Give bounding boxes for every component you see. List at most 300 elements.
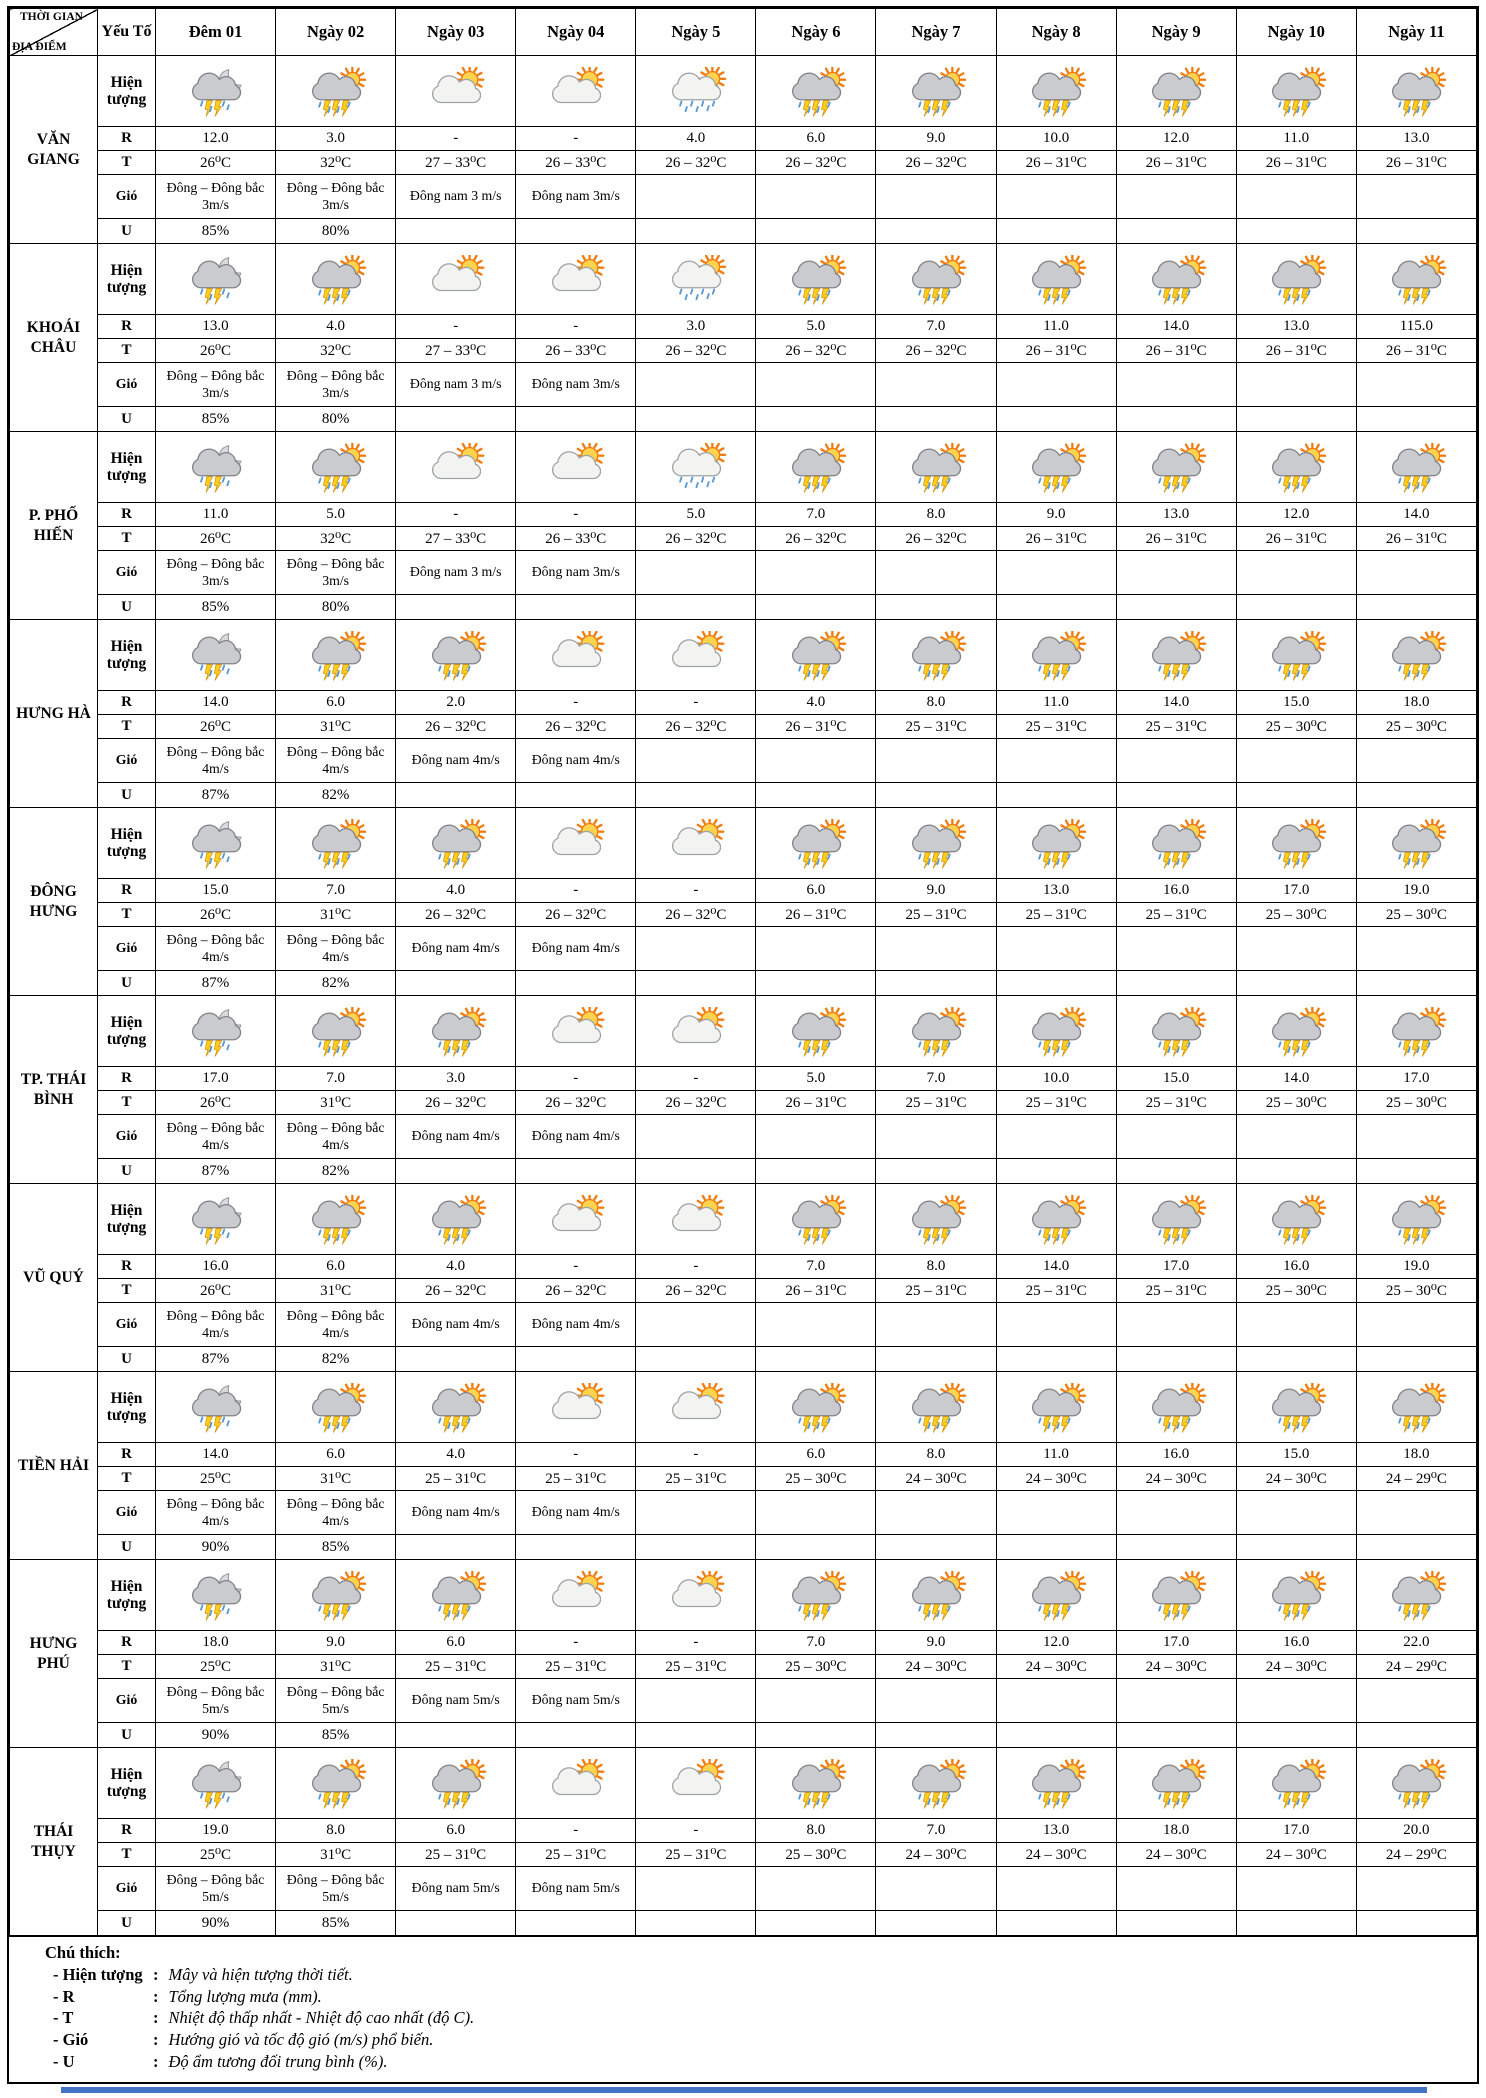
temp-label: T (98, 1091, 156, 1115)
rain-value: 8.0 (876, 691, 996, 715)
storm-sun-icon (1116, 808, 1236, 879)
legend (9, 1936, 1477, 2082)
rain-value: 4.0 (396, 1255, 516, 1279)
wind-value: Đông – Đông bắc 3m/s (276, 175, 396, 219)
sun-cloud-icon (396, 56, 516, 127)
humidity-value (1116, 1159, 1236, 1184)
temp-row (10, 1467, 1477, 1491)
storm-sun-icon (1236, 1372, 1356, 1443)
humidity-value (516, 1535, 636, 1560)
storm-sun-icon (756, 1372, 876, 1443)
wind-label: Gió (98, 1491, 156, 1535)
wind-value: Đông nam 3 m/s (396, 175, 516, 219)
storm-sun-icon (1236, 1184, 1356, 1255)
rain-label: R (98, 1443, 156, 1467)
humidity-value (1116, 1911, 1236, 1936)
humidity-value: 82% (276, 971, 396, 996)
wind-value: Đông nam 5m/s (396, 1867, 516, 1911)
location-name: TIỀN HẢI (10, 1372, 98, 1560)
legend-desc: Tổng lượng mưa (mm). (168, 1986, 322, 2006)
humidity-value (756, 595, 876, 620)
wind-value: Đông – Đông bắc 4m/s (276, 927, 396, 971)
rain-value: 9.0 (276, 1631, 396, 1655)
sun-cloud-icon (636, 1748, 756, 1819)
humidity-value (756, 1159, 876, 1184)
rain-value: 8.0 (756, 1819, 876, 1843)
temp-value: 25 – 30⁰C (1356, 715, 1476, 739)
temp-value: 25 – 30⁰C (1236, 1091, 1356, 1115)
phenomenon-row (10, 996, 1477, 1067)
storm-sun-icon (756, 808, 876, 879)
storm-sun-icon (756, 620, 876, 691)
temp-value: 25 – 31⁰C (1116, 1279, 1236, 1303)
rain-value: 7.0 (756, 1255, 876, 1279)
humidity-row (10, 1159, 1477, 1184)
temp-value: 25 – 31⁰C (636, 1655, 756, 1679)
wind-value (996, 1867, 1116, 1911)
wind-value: Đông – Đông bắc 3m/s (156, 363, 276, 407)
storm-sun-icon (876, 996, 996, 1067)
temp-label: T (98, 903, 156, 927)
rain-value: 19.0 (1356, 879, 1476, 903)
temp-value: 26 – 32⁰C (396, 715, 516, 739)
rain-value: 11.0 (1236, 127, 1356, 151)
temp-value: 26 – 31⁰C (756, 903, 876, 927)
temp-value: 25 – 31⁰C (516, 1655, 636, 1679)
wind-value (756, 1303, 876, 1347)
humidity-value (1236, 1911, 1356, 1936)
legend-desc: Mây và hiện tượng thời tiết. (168, 1964, 353, 1984)
rain-value: 6.0 (276, 1255, 396, 1279)
wind-value (996, 1115, 1116, 1159)
wind-value (996, 739, 1116, 783)
storm-sun-icon (996, 1184, 1116, 1255)
humidity-value (636, 595, 756, 620)
sun-cloud-icon (636, 808, 756, 879)
humidity-value (396, 595, 516, 620)
wind-value: Đông nam 4m/s (396, 1303, 516, 1347)
rain-value: 17.0 (156, 1067, 276, 1091)
humidity-value (1356, 407, 1476, 432)
storm-sun-icon (276, 1372, 396, 1443)
temp-value: 27 – 33⁰C (396, 339, 516, 363)
humidity-label: U (98, 971, 156, 996)
wind-value (756, 1867, 876, 1911)
rain-value: 15.0 (156, 879, 276, 903)
wind-value (876, 1303, 996, 1347)
wind-value (996, 927, 1116, 971)
rain-value: 13.0 (1116, 503, 1236, 527)
humidity-row (10, 1911, 1477, 1936)
temp-value: 25 – 31⁰C (876, 903, 996, 927)
temp-label: T (98, 1279, 156, 1303)
wind-row (10, 739, 1477, 783)
humidity-value (1236, 219, 1356, 244)
wind-value (1356, 739, 1476, 783)
rain-value: 2.0 (396, 691, 516, 715)
temp-value: 26⁰C (156, 339, 276, 363)
storm-sun-icon (1356, 808, 1476, 879)
storm-sun-icon (996, 56, 1116, 127)
wind-value (876, 1867, 996, 1911)
humidity-row (10, 1723, 1477, 1748)
phenomenon-label: Hiện tượng (98, 1372, 156, 1443)
temp-value: 26 – 32⁰C (396, 1091, 516, 1115)
temp-value: 26 – 32⁰C (756, 339, 876, 363)
humidity-value (756, 407, 876, 432)
wind-value: Đông – Đông bắc 4m/s (156, 1491, 276, 1535)
wind-value: Đông nam 3m/s (516, 363, 636, 407)
humidity-value: 85% (276, 1723, 396, 1748)
temp-value: 25 – 31⁰C (516, 1843, 636, 1867)
legend-desc: Nhiệt độ thấp nhất - Nhiệt độ cao nhất (độ C). (168, 2008, 475, 2028)
humidity-value (756, 1535, 876, 1560)
phenomenon-row (10, 1372, 1477, 1443)
humidity-value (516, 407, 636, 432)
night-storm-icon (156, 620, 276, 691)
temp-value: 25 – 30⁰C (1236, 903, 1356, 927)
rain-value: 9.0 (876, 127, 996, 151)
wind-value (1236, 1867, 1356, 1911)
rain-row (10, 503, 1477, 527)
storm-sun-icon (876, 56, 996, 127)
temp-label: T (98, 151, 156, 175)
humidity-value: 80% (276, 595, 396, 620)
humidity-value (1236, 971, 1356, 996)
humidity-value (516, 971, 636, 996)
wind-label: Gió (98, 739, 156, 783)
rain-value: 5.0 (756, 315, 876, 339)
wind-label: Gió (98, 175, 156, 219)
temp-value: 25⁰C (156, 1655, 276, 1679)
humidity-value (1356, 1347, 1476, 1372)
humidity-value: 85% (276, 1535, 396, 1560)
humidity-value (996, 971, 1116, 996)
humidity-value: 85% (156, 595, 276, 620)
humidity-label: U (98, 219, 156, 244)
storm-sun-icon (1236, 1748, 1356, 1819)
humidity-value (636, 1159, 756, 1184)
wind-value (1116, 1679, 1236, 1723)
sun-cloud-icon (636, 1372, 756, 1443)
temp-label: T (98, 715, 156, 739)
legend-title: Chú thích: (45, 1943, 121, 1962)
rain-value: 16.0 (1236, 1631, 1356, 1655)
wind-value: Đông – Đông bắc 5m/s (276, 1679, 396, 1723)
humidity-value (1116, 971, 1236, 996)
wind-value (1236, 1115, 1356, 1159)
wind-value (636, 1115, 756, 1159)
wind-value: Đông nam 5m/s (396, 1679, 516, 1723)
storm-sun-icon (276, 432, 396, 503)
wind-row (10, 1491, 1477, 1535)
sun-cloud-icon (516, 1748, 636, 1819)
legend-item (45, 2029, 1467, 2051)
humidity-value (516, 1347, 636, 1372)
rain-label: R (98, 1819, 156, 1843)
rain-value: 115.0 (1356, 315, 1476, 339)
temp-value: 26⁰C (156, 151, 276, 175)
humidity-value (636, 1723, 756, 1748)
rain-value: 11.0 (996, 691, 1116, 715)
wind-value (996, 1491, 1116, 1535)
wind-value (1116, 1303, 1236, 1347)
wind-value: Đông nam 4m/s (396, 927, 516, 971)
wind-value (1116, 363, 1236, 407)
wind-label: Gió (98, 927, 156, 971)
temp-value: 25 – 31⁰C (996, 715, 1116, 739)
temp-value: 26 – 31⁰C (1356, 339, 1476, 363)
temp-value: 26 – 32⁰C (636, 151, 756, 175)
storm-sun-icon (1116, 1748, 1236, 1819)
temp-value: 26 – 32⁰C (876, 151, 996, 175)
rain-value: 13.0 (1236, 315, 1356, 339)
temp-value: 31⁰C (276, 1467, 396, 1491)
humidity-value (876, 971, 996, 996)
storm-sun-icon (276, 56, 396, 127)
humidity-value (1356, 783, 1476, 808)
storm-sun-icon (876, 432, 996, 503)
rain-value: 10.0 (996, 1067, 1116, 1091)
temp-value: 26 – 32⁰C (636, 715, 756, 739)
temp-value: 26 – 32⁰C (876, 527, 996, 551)
storm-sun-icon (1236, 1560, 1356, 1631)
wind-label: Gió (98, 1115, 156, 1159)
humidity-value: 85% (156, 219, 276, 244)
rain-value: 11.0 (996, 315, 1116, 339)
rain-value: 12.0 (1116, 127, 1236, 151)
wind-value (756, 551, 876, 595)
wind-value (876, 1491, 996, 1535)
temp-row (10, 1279, 1477, 1303)
rain-value: - (396, 315, 516, 339)
wind-row (10, 175, 1477, 219)
phenomenon-label: Hiện tượng (98, 432, 156, 503)
wind-value (1236, 363, 1356, 407)
temp-row (10, 339, 1477, 363)
wind-value (1116, 1867, 1236, 1911)
forecast-body (10, 56, 1477, 1936)
temp-value: 26 – 33⁰C (516, 151, 636, 175)
temp-value: 25 – 30⁰C (1236, 1279, 1356, 1303)
phenomenon-label: Hiện tượng (98, 56, 156, 127)
humidity-value (636, 783, 756, 808)
rain-value: 18.0 (1116, 1819, 1236, 1843)
rain-label: R (98, 691, 156, 715)
humidity-value (636, 971, 756, 996)
temp-value: 25 – 30⁰C (756, 1467, 876, 1491)
wind-value (636, 363, 756, 407)
temp-value: 25 – 31⁰C (516, 1467, 636, 1491)
humidity-value (1116, 219, 1236, 244)
temp-value: 26 – 32⁰C (516, 903, 636, 927)
legend-colon: : (153, 2030, 159, 2050)
storm-sun-icon (1116, 1560, 1236, 1631)
temp-value: 26 – 31⁰C (1236, 527, 1356, 551)
humidity-row (10, 407, 1477, 432)
day-header: Ngày 11 (1356, 9, 1476, 56)
humidity-value (396, 1911, 516, 1936)
humidity-row (10, 1347, 1477, 1372)
wind-value: Đông nam 4m/s (516, 739, 636, 783)
storm-sun-icon (756, 1184, 876, 1255)
rain-value: 14.0 (1116, 315, 1236, 339)
humidity-value: 90% (156, 1911, 276, 1936)
wind-value (636, 739, 756, 783)
humidity-value (396, 1723, 516, 1748)
rain-value: 5.0 (276, 503, 396, 527)
phenomenon-label: Hiện tượng (98, 1560, 156, 1631)
rain-value: - (516, 1819, 636, 1843)
rain-value: 14.0 (156, 1443, 276, 1467)
rain-value: 4.0 (756, 691, 876, 715)
night-storm-icon (156, 808, 276, 879)
temp-value: 24 – 29⁰C (1356, 1467, 1476, 1491)
wind-value (1236, 927, 1356, 971)
storm-sun-icon (1116, 996, 1236, 1067)
rain-value: 8.0 (876, 503, 996, 527)
humidity-label: U (98, 595, 156, 620)
temp-value: 24 – 30⁰C (1236, 1655, 1356, 1679)
wind-value: Đông – Đông bắc 5m/s (156, 1867, 276, 1911)
place-axis-label: ĐỊA ĐIỂM (12, 41, 67, 53)
humidity-value (396, 1347, 516, 1372)
humidity-value (756, 1347, 876, 1372)
storm-sun-icon (1356, 996, 1476, 1067)
temp-value: 25 – 30⁰C (1356, 903, 1476, 927)
humidity-value: 80% (276, 219, 396, 244)
sun-cloud-icon (516, 1184, 636, 1255)
phenomenon-label: Hiện tượng (98, 1184, 156, 1255)
wind-value: Đông – Đông bắc 4m/s (276, 1491, 396, 1535)
temp-value: 26 – 31⁰C (1356, 527, 1476, 551)
storm-sun-icon (876, 1748, 996, 1819)
storm-sun-icon (1356, 432, 1476, 503)
humidity-value (1116, 783, 1236, 808)
rain-value: 6.0 (396, 1631, 516, 1655)
rain-value: - (516, 503, 636, 527)
rain-value: - (516, 315, 636, 339)
temp-value: 31⁰C (276, 1279, 396, 1303)
wind-value: Đông – Đông bắc 3m/s (276, 363, 396, 407)
storm-sun-icon (1236, 432, 1356, 503)
night-storm-icon (156, 996, 276, 1067)
humidity-value (1236, 1535, 1356, 1560)
storm-sun-icon (1236, 244, 1356, 315)
temp-value: 25 – 31⁰C (996, 1091, 1116, 1115)
temp-value: 25 – 31⁰C (1116, 903, 1236, 927)
rain-value: 6.0 (276, 1443, 396, 1467)
temp-value: 31⁰C (276, 1091, 396, 1115)
rain-label: R (98, 879, 156, 903)
wind-value (1236, 1679, 1356, 1723)
storm-sun-icon (1356, 1748, 1476, 1819)
humidity-row (10, 783, 1477, 808)
wind-value (1236, 739, 1356, 783)
rain-value: 16.0 (1116, 879, 1236, 903)
rain-sun-icon (636, 56, 756, 127)
day-header: Ngày 9 (1116, 9, 1236, 56)
wind-value (1356, 927, 1476, 971)
rain-value: 4.0 (396, 879, 516, 903)
wind-value (1116, 551, 1236, 595)
temp-value: 31⁰C (276, 903, 396, 927)
wind-value (756, 175, 876, 219)
wind-row (10, 1115, 1477, 1159)
rain-value: 14.0 (1236, 1067, 1356, 1091)
storm-sun-icon (1356, 1372, 1476, 1443)
storm-sun-icon (396, 620, 516, 691)
temp-value: 25 – 31⁰C (876, 715, 996, 739)
phenomenon-label: Hiện tượng (98, 620, 156, 691)
humidity-value (756, 783, 876, 808)
temp-value: 26 – 31⁰C (1116, 527, 1236, 551)
wind-label: Gió (98, 363, 156, 407)
storm-sun-icon (1116, 1372, 1236, 1443)
storm-sun-icon (276, 1560, 396, 1631)
humidity-label: U (98, 1535, 156, 1560)
humidity-value (1236, 783, 1356, 808)
rain-value: 8.0 (276, 1819, 396, 1843)
sun-cloud-icon (636, 620, 756, 691)
storm-sun-icon (996, 620, 1116, 691)
rain-value: 19.0 (156, 1819, 276, 1843)
temp-value: 26 – 32⁰C (756, 527, 876, 551)
rain-sun-icon (636, 244, 756, 315)
legend-term: - U (53, 2051, 75, 2071)
storm-sun-icon (1356, 1184, 1476, 1255)
storm-sun-icon (876, 1372, 996, 1443)
storm-sun-icon (1116, 620, 1236, 691)
temp-value: 31⁰C (276, 1843, 396, 1867)
wind-value: Đông nam 5m/s (516, 1867, 636, 1911)
humidity-value (1116, 1535, 1236, 1560)
phenomenon-label: Hiện tượng (98, 244, 156, 315)
wind-value (1356, 1303, 1476, 1347)
humidity-value (636, 407, 756, 432)
phenomenon-row (10, 56, 1477, 127)
temp-value: 26 – 32⁰C (636, 527, 756, 551)
rain-value: 7.0 (876, 315, 996, 339)
legend-term: - Gió (53, 2030, 89, 2050)
night-storm-icon (156, 244, 276, 315)
humidity-value (876, 407, 996, 432)
humidity-value (1116, 1723, 1236, 1748)
rain-row (10, 1255, 1477, 1279)
rain-value: - (516, 1255, 636, 1279)
wind-value (1236, 1303, 1356, 1347)
location-name: VŨ QUÝ (10, 1184, 98, 1372)
temp-value: 24 – 29⁰C (1356, 1843, 1476, 1867)
wind-label: Gió (98, 551, 156, 595)
rain-value: - (636, 879, 756, 903)
wind-value (1236, 175, 1356, 219)
rain-value: 14.0 (156, 691, 276, 715)
temp-value: 25⁰C (156, 1467, 276, 1491)
humidity-value (1356, 1159, 1476, 1184)
rain-label: R (98, 503, 156, 527)
legend-colon: : (153, 2008, 159, 2028)
humidity-value (756, 1911, 876, 1936)
rain-value: 5.0 (636, 503, 756, 527)
storm-sun-icon (1236, 996, 1356, 1067)
rain-value: - (516, 691, 636, 715)
sun-cloud-icon (516, 996, 636, 1067)
storm-sun-icon (996, 244, 1116, 315)
humidity-value (516, 1159, 636, 1184)
rain-value: 17.0 (1236, 1819, 1356, 1843)
temp-value: 26 – 32⁰C (396, 1279, 516, 1303)
